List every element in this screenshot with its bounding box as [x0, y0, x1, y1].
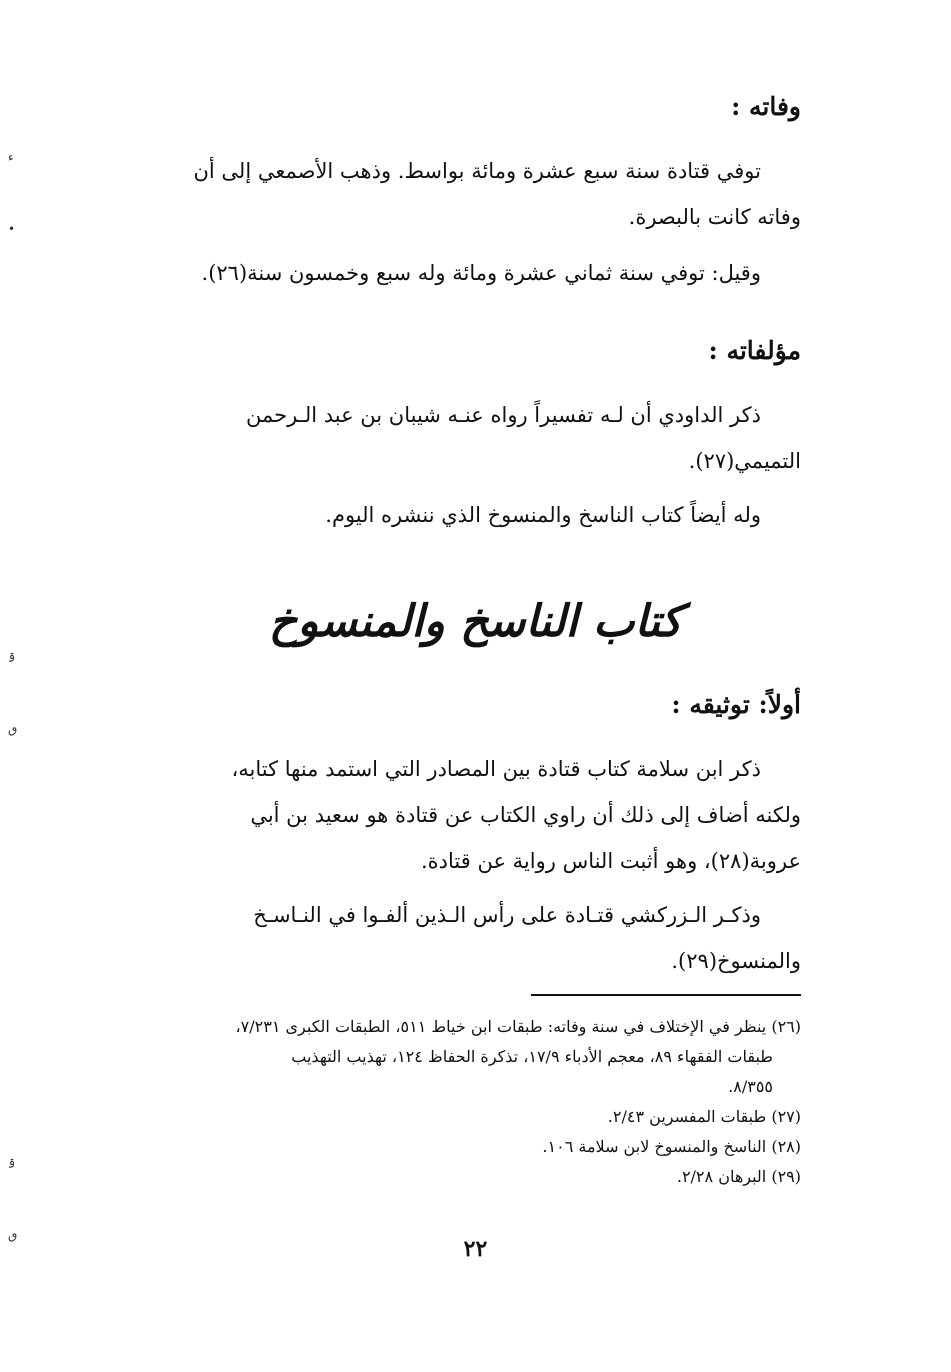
footnote-26-continuation: ٨/٣٥٥. [728, 1077, 773, 1096]
footnote-27: (٢٧) طبقات المفسرين ٢/٤٣. [607, 1107, 801, 1126]
text-line: ذكر ابن سلامة كتاب قتادة بين المصادر التي استمد منها كتابه، [231, 757, 761, 781]
margin-mark: ٯ [8, 1228, 18, 1242]
works-paragraph-1 [131, 392, 801, 484]
margin-mark: ء [8, 150, 14, 164]
text-line: عروبة(٢٨)، وهو أثبت الناس رواية عن قتادة. [421, 849, 801, 873]
margin-mark: • [8, 222, 16, 236]
section-heading-authentication: أولاً: توثيقه : [671, 690, 801, 719]
text-line: ذكر الداودي أن لـه تفسيراً رواه عنـه شيبان بن عبد الـرحمن [245, 403, 761, 427]
margin-mark: ۊ [8, 648, 16, 662]
death-paragraph-1 [131, 148, 801, 240]
works-paragraph-2 [131, 492, 801, 538]
text-line: وذكـر الـزركشي قتـادة على رأس الـذين ألفـوا في النـاسـخ [253, 903, 761, 927]
footnotes [121, 1012, 801, 1192]
text-line: التميمي(٢٧). [688, 449, 801, 473]
footnote-26-continuation: طبقات الفقهاء ٨٩، معجم الأدباء ١٧/٩، تذكرة الحفاظ ١٢٤، تهذيب التهذيب [291, 1047, 773, 1066]
text-line: وفاته كانت بالبصرة. [628, 205, 801, 229]
text-line: توفي قتادة سنة سبع عشرة ومائة بواسط. وذهب الأصمعي إلى أن [193, 159, 761, 183]
text-line: والمنسوخ(٢٩). [671, 949, 801, 973]
text-line: ولكنه أضاف إلى ذلك أن راوي الكتاب عن قتادة هو سعيد بن أبي [250, 803, 801, 827]
book-title-calligraphy: كتاب الناسخ والمنسوخ [268, 596, 683, 647]
text-line: وقيل: توفي سنة ثماني عشرة ومائة وله سبع وخمسون سنة(٢٦). [201, 261, 761, 285]
margin-mark: ۊ [8, 1154, 16, 1168]
section-heading-works: مؤلفاته : [708, 336, 801, 365]
footnote-26: (٢٦) ينظر في الإختلاف في سنة وفاته: طبقات ابن خياط ٥١١، الطبقات الكبرى ٧/٢٣١، [235, 1017, 801, 1036]
text-line: وله أيضاً كتاب الناسخ والمنسوخ الذي ننشره اليوم. [325, 503, 761, 527]
authentication-paragraph-2 [131, 892, 801, 984]
page-number: ٢٢ [463, 1236, 488, 1262]
authentication-paragraph-1 [131, 746, 801, 884]
section-heading-death: وفاته : [731, 92, 801, 121]
margin-mark: ٯ [8, 722, 18, 736]
footnote-separator [531, 994, 801, 996]
footnote-28: (٢٨) الناسخ والمنسوخ لابن سلامة ١٠٦. [542, 1137, 801, 1156]
footnote-29: (٢٩) البرهان ٢/٢٨. [676, 1167, 801, 1186]
death-paragraph-2 [131, 250, 801, 296]
